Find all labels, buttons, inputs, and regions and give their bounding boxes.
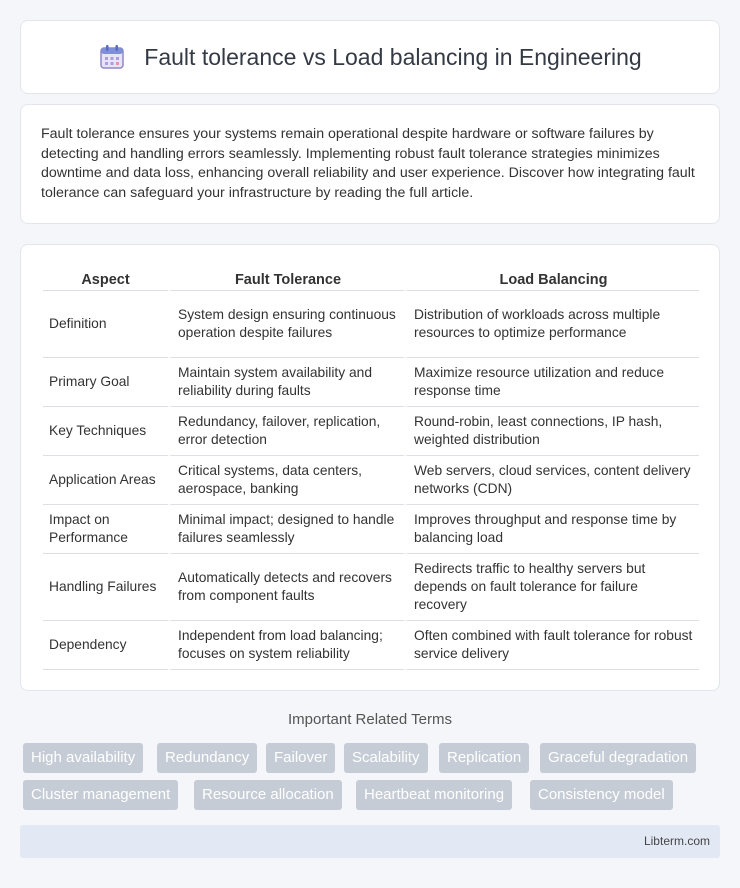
cell-fault-tolerance: Minimal impact; designed to handle failures seamlessly (168, 505, 404, 554)
cell-fault-tolerance: Critical systems, data centers, aerospace, banking (168, 456, 404, 505)
tag-cluster-management[interactable]: Cluster management (23, 780, 178, 810)
cell-aspect: Primary Goal (43, 358, 168, 407)
table-row (43, 456, 699, 505)
tag-heartbeat-monitoring[interactable]: Heartbeat monitoring (356, 780, 512, 810)
cell-aspect: Dependency (43, 621, 168, 670)
cell-load-balancing: Web servers, cloud services, content delivery networks (CDN) (404, 456, 699, 505)
header-fault-tolerance: Fault Tolerance (168, 267, 404, 291)
table-row (43, 407, 699, 456)
cell-load-balancing: Distribution of workloads across multiple resources to optimize performance (404, 291, 699, 358)
tag-failover[interactable]: Failover (266, 743, 335, 773)
intro-text: Fault tolerance ensures your systems remain operational despite hardware or software failures by detecting and handling errors seamlessly. Implementing robust fault tolerance strategies minimizes downtime and data loss, enhancing overall reliability and user experience. Discover how integrating fault tolerance can safeguard your infrastructure by reading the full article. (41, 126, 695, 201)
tag-resource-allocation[interactable]: Resource allocation (194, 780, 342, 810)
cell-fault-tolerance: Redundancy, failover, replication, error detection (168, 407, 404, 456)
comparison-table (43, 267, 699, 670)
cell-fault-tolerance: Maintain system availability and reliability during faults (168, 358, 404, 407)
tag-high-availability[interactable]: High availability (23, 743, 143, 773)
related-terms-title: Important Related Terms (288, 711, 452, 728)
footer (20, 825, 720, 858)
cell-aspect: Definition (43, 291, 168, 358)
header-load-balancing: Load Balancing (404, 267, 699, 291)
table-row (43, 358, 699, 407)
table-row (43, 554, 699, 621)
tag-replication[interactable]: Replication (439, 743, 529, 773)
cell-aspect: Handling Failures (43, 554, 168, 621)
tag-graceful-degradation[interactable]: Graceful degradation (540, 743, 696, 773)
footer-brand-link[interactable]: Libterm.com (643, 834, 710, 848)
tag-redundancy[interactable]: Redundancy (157, 743, 257, 773)
header-card (20, 20, 720, 94)
title-wrap (98, 43, 641, 71)
page-title: Fault tolerance vs Load balancing in Engineering (144, 43, 642, 70)
cell-fault-tolerance: Independent from load balancing; focuses on system reliability (168, 621, 404, 670)
cell-load-balancing: Round-robin, least connections, IP hash, weighted distribution (404, 407, 699, 456)
tag-scalability[interactable]: Scalability (344, 743, 428, 773)
tag-consistency-model[interactable]: Consistency model (530, 780, 673, 810)
cell-load-balancing: Often combined with fault tolerance for robust service delivery (404, 621, 699, 670)
cell-fault-tolerance: System design ensuring continuous operation despite failures (168, 291, 404, 358)
comparison-card (20, 244, 720, 691)
header-aspect: Aspect (43, 267, 168, 291)
cell-load-balancing: Redirects traffic to healthy servers but depends on fault tolerance for failure recovery (404, 554, 699, 621)
cell-aspect: Impact on Performance (43, 505, 168, 554)
calendar-icon (98, 43, 126, 71)
table-row (43, 621, 699, 670)
table-row (43, 505, 699, 554)
intro-card (20, 104, 720, 224)
cell-aspect: Application Areas (43, 456, 168, 505)
table-row (43, 291, 699, 358)
table-header-row (43, 267, 699, 291)
cell-load-balancing: Maximize resource utilization and reduce response time (404, 358, 699, 407)
cell-aspect: Key Techniques (43, 407, 168, 456)
cell-fault-tolerance: Automatically detects and recovers from component faults (168, 554, 404, 621)
cell-load-balancing: Improves throughput and response time by balancing load (404, 505, 699, 554)
